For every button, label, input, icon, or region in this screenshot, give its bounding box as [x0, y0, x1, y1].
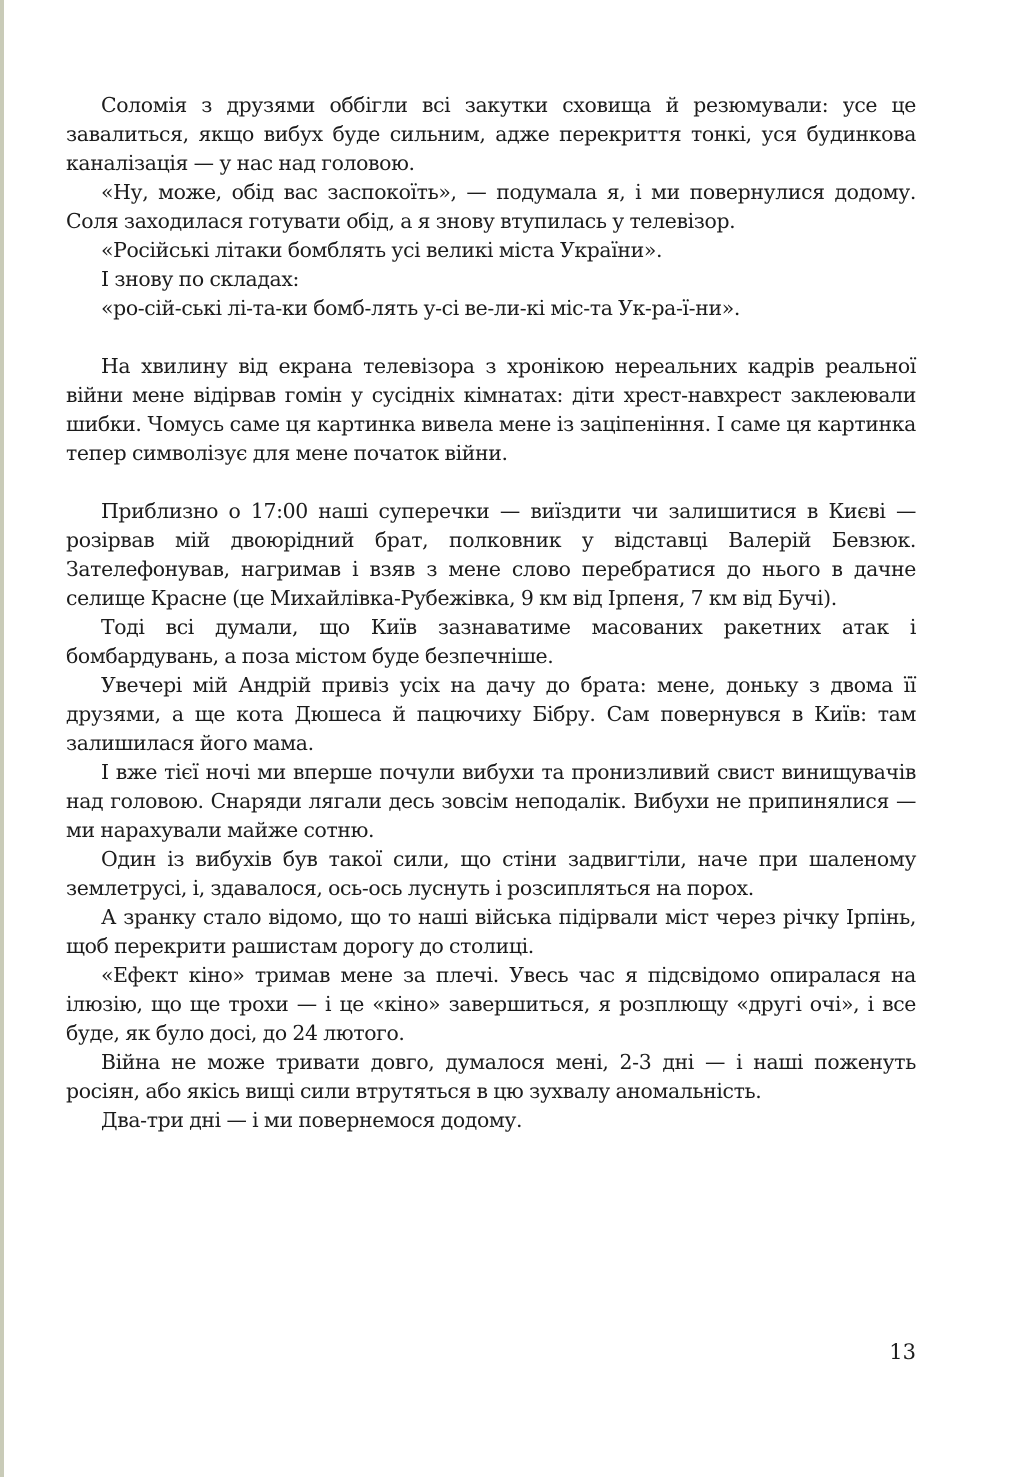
paragraph: Два-три дні — і ми повернемося додому. [101, 1108, 523, 1132]
paragraph: Увечері мій Андрій привіз усіх на дачу до брата: мене, доньку з двома її друзями, а ще кота Дюшеса й пацючиху Бібру. Сам повернувся в Київ: там залишилася його мама. [66, 673, 916, 755]
paragraph: На хвилину від екрана телевізора з хронікою нереальних кадрів реальної війни мене відірвав гомін у сусідніх кімнатах: діти хрест-навхрест заклеювали шибки. Чомусь саме ця картинка вивела мене із заціпеніння. І саме ця картинка тепер символізує для мене початок війни. [66, 354, 916, 465]
paragraph: А зранку стало відомо, що то наші війська підірвали міст через річку Ірпінь, щоб перекрити рашистам дорогу до столиці. [66, 905, 916, 958]
paragraph: «ро-сій-ські лі-та-ки бомб-лять у-сі ве-ли-кі міс-та Ук-ра-ї-ни». [101, 296, 740, 320]
paragraph: Війна не може тривати довго, думалося мені, 2-3 дні — і наші поженуть росіян, або якісь вищі сили втрутяться в цю зухвалу аномальність. [66, 1050, 916, 1103]
page-body [66, 91, 916, 1135]
paragraph: «Ефект кіно» тримав мене за плечі. Увесь час я підсвідомо опиралася на ілюзію, що ще трохи — і це «кіно» завершиться, я розплющу «другі очі», і все буде, як було досі, до 24 лютого. [66, 963, 916, 1045]
paragraph: «Російські літаки бомблять усі великі міста України». [101, 238, 663, 262]
page-number: 13 [889, 1340, 916, 1364]
paragraph: І вже тієї ночі ми вперше почули вибухи та пронизливий свист винищувачів над головою. Снаряди лягали десь зовсім неподалік. Вибухи не припинялися — ми нарахували майже сотню. [66, 760, 916, 842]
paragraph: «Ну, може, обід вас заспокоїть», — подумала я, і ми повернулися додому. Соля заходилася готувати обід, а я знову втупилась у телевізор. [66, 180, 916, 233]
paragraph: І знову по складах: [101, 267, 300, 291]
paragraph: Соломія з друзями оббігли всі закутки сховища й резюмували: усе це завалиться, якщо вибух буде сильним, адже перекриття тонкі, уся будинкова каналізація — у нас над головою. [66, 93, 916, 175]
paragraph: Один із вибухів був такої сили, що стіни задвигтіли, наче при шаленому землетрусі, і, здавалося, ось-ось луснуть і розсипляться на порох. [66, 847, 916, 900]
paragraph: Приблизно о 17:00 наші суперечки — виїздити чи залишитися в Києві — розірвав мій двоюрідний брат, полковник у відставці Валерій Бевзюк. Зателефонував, нагримав і взяв з мене слово перебратися до нього в дачне селище Красне (це Михайлівка-Рубежівка, 9 км від Ірпеня, 7 км від Бучі). [66, 499, 916, 610]
paragraph: Тоді всі думали, що Київ зазнаватиме масованих ракетних атак і бомбардувань, а поза містом буде безпечніше. [66, 615, 916, 668]
page-edge-rule [0, 0, 4, 1477]
